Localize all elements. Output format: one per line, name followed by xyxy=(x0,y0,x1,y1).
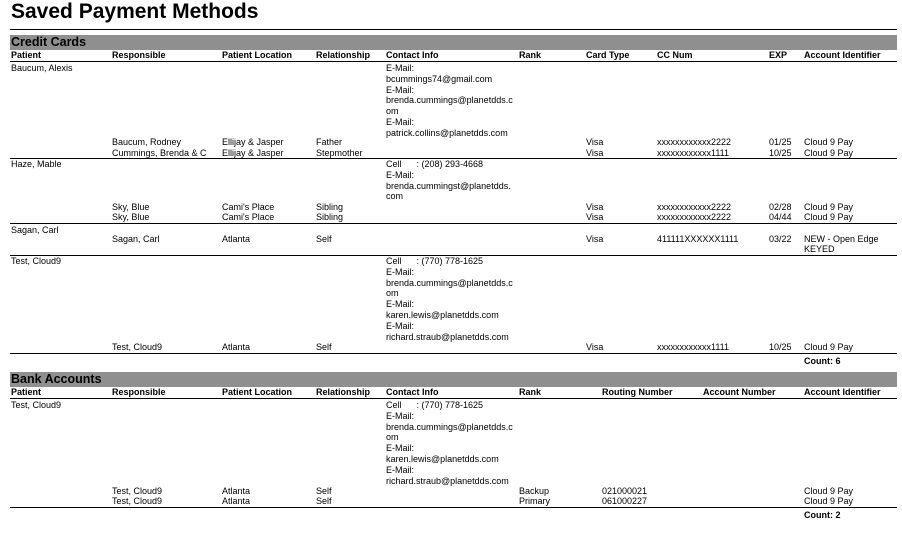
contact-line: karen.lewis@planetdds.com xyxy=(386,309,499,320)
contact-line: E-Mail: xyxy=(386,410,415,421)
contact-line: E-Mail: xyxy=(386,169,415,180)
cc-header-location: Patient Location xyxy=(222,50,293,60)
bank-accounts-section-label: Bank Accounts xyxy=(11,372,102,386)
contact-line: E-Mail: xyxy=(386,116,415,127)
cc-header-exp: EXP xyxy=(769,50,788,60)
cell-cc-num: xxxxxxxxxxxx1111 xyxy=(657,148,730,158)
cell-account-id: Cloud 9 Pay xyxy=(804,212,854,222)
bank-accounts-count: Count: 2 xyxy=(804,510,841,520)
cell-exp: 04/44 xyxy=(769,212,792,222)
cell-exp: 03/22 xyxy=(769,234,792,244)
contact-line: com xyxy=(386,191,404,202)
cell-card-type: Visa xyxy=(586,148,604,158)
cell-card-type: Visa xyxy=(586,342,604,352)
cell-relationship: Stepmother xyxy=(316,148,363,158)
contact-line: Cell : (208) 293-4668 xyxy=(386,159,484,169)
cc-group-contact-info xyxy=(386,63,513,139)
cell-location: Atlanta xyxy=(222,496,251,506)
cc-header-cc-num: CC Num xyxy=(657,50,693,60)
cell-account-id: Cloud 9 Pay xyxy=(804,137,854,147)
credit-cards-section-label: Credit Cards xyxy=(11,35,87,49)
cell-routing: 021000021 xyxy=(602,486,648,496)
cell-location: Ellijay & Jasper xyxy=(222,137,284,147)
cc-header-patient: Patient xyxy=(11,50,42,60)
cell-cc-num: 411111XXXXXX1111 xyxy=(657,234,739,244)
ba-header-patient: Patient xyxy=(11,387,42,397)
cell-cc-num: xxxxxxxxxxxx2222 xyxy=(657,137,732,147)
cell-responsible: Sky, Blue xyxy=(112,202,150,212)
cell-card-type: Visa xyxy=(586,202,604,212)
cc-group-patient: Test, Cloud9 xyxy=(11,256,62,266)
cell-relationship: Sibling xyxy=(316,212,344,222)
cell-rank: Primary xyxy=(519,496,550,506)
cc-group-patient: Haze, Mable xyxy=(11,159,62,169)
cell-cc-num: xxxxxxxxxxxx2222 xyxy=(657,212,732,222)
cell-cc-num: xxxxxxxxxxxx1111 xyxy=(657,342,730,352)
contact-line: brenda.cummings@planetdds.c xyxy=(386,95,513,106)
cell-responsible: Test, Cloud9 xyxy=(112,496,163,506)
contact-line: om xyxy=(386,288,399,299)
contact-line: om xyxy=(386,106,399,117)
cell-location: Cami's Place xyxy=(222,202,275,212)
cc-header-relationship: Relationship xyxy=(316,50,371,60)
contact-line: E-Mail: xyxy=(386,84,415,95)
cell-relationship: Self xyxy=(316,496,332,506)
cell-location: Cami's Place xyxy=(222,212,275,222)
cell-responsible: Sagan, Carl xyxy=(112,234,160,244)
ba-header-rank: Rank xyxy=(519,387,542,397)
credit-cards-band xyxy=(10,35,897,50)
cc-header-responsible: Responsible xyxy=(112,50,166,60)
cell-location: Atlanta xyxy=(222,342,251,352)
cell-exp: 02/28 xyxy=(769,202,792,212)
bank-accounts-band xyxy=(10,372,897,387)
cell-relationship: Father xyxy=(316,137,343,147)
contact-line: Cell : (770) 778-1625 xyxy=(386,400,484,410)
ba-header-account-id: Account Identifier xyxy=(804,387,881,397)
cell-account-id: Cloud 9 Pay xyxy=(804,496,854,506)
cell-exp: 10/25 xyxy=(769,148,792,158)
cc-header-rule xyxy=(10,61,897,62)
contact-line: brenda.cummingst@planetdds. xyxy=(386,180,511,191)
cell-rank: Backup xyxy=(519,486,550,496)
contact-line: E-Mail: xyxy=(386,320,415,331)
cell-account-id: NEW - Open Edge xyxy=(804,234,879,244)
contact-line: brenda.cummings@planetdds.c xyxy=(386,277,513,288)
cell-location: Atlanta xyxy=(222,486,251,496)
contact-line: richard.straub@planetdds.com xyxy=(386,331,509,342)
cc-group-contact-info xyxy=(386,159,511,202)
cell-relationship: Self xyxy=(316,486,332,496)
group-divider xyxy=(10,353,897,354)
ba-header-contact: Contact Info xyxy=(386,387,439,397)
cell-account-id: Cloud 9 Pay xyxy=(804,148,854,158)
ba-group-patient: Test, Cloud9 xyxy=(11,400,62,410)
credit-cards-count: Count: 6 xyxy=(804,356,841,366)
contact-line: Cell : (770) 778-1625 xyxy=(386,256,484,266)
cell-location: Atlanta xyxy=(222,234,251,244)
ba-header-responsible: Responsible xyxy=(112,387,166,397)
cell-routing: 061000227 xyxy=(602,496,648,506)
cc-group-patient: Baucum, Alexis xyxy=(11,63,73,73)
cell-responsible: Test, Cloud9 xyxy=(112,342,163,352)
ba-header-location: Patient Location xyxy=(222,387,293,397)
cc-header-card-type: Card Type xyxy=(586,50,630,60)
cell-account-id-line2: KEYED xyxy=(804,244,835,254)
cell-card-type: Visa xyxy=(586,234,604,244)
contact-line: patrick.collins@planetdds.com xyxy=(386,127,508,138)
ba-group-contact-info xyxy=(386,400,513,486)
contact-line: brenda.cummings@planetdds.c xyxy=(386,421,513,432)
contact-line: karen.lewis@planetdds.com xyxy=(386,453,499,464)
cell-responsible: Baucum, Rodney xyxy=(112,137,182,147)
ba-header-account-number: Account Number xyxy=(703,387,776,397)
cell-responsible: Sky, Blue xyxy=(112,212,150,222)
ba-header-rule xyxy=(10,398,897,399)
contact-line: om xyxy=(386,432,399,443)
contact-line: E-Mail: xyxy=(386,299,415,310)
cell-account-id: Cloud 9 Pay xyxy=(804,342,854,352)
group-divider xyxy=(10,223,897,224)
contact-line: richard.straub@planetdds.com xyxy=(386,475,509,486)
cell-card-type: Visa xyxy=(586,212,604,222)
page-title: Saved Payment Methods xyxy=(11,0,259,23)
group-divider xyxy=(10,507,897,508)
cell-account-id: Cloud 9 Pay xyxy=(804,486,854,496)
contact-line: E-Mail: xyxy=(386,63,415,73)
title-rule xyxy=(10,29,897,30)
contact-line: bcummings74@gmail.com xyxy=(386,73,493,84)
cc-group-contact-info xyxy=(386,256,513,342)
cc-header-contact: Contact Info xyxy=(386,50,439,60)
cell-card-type: Visa xyxy=(586,137,604,147)
cell-relationship: Self xyxy=(316,342,332,352)
cc-group-patient: Sagan, Carl xyxy=(11,225,59,235)
cell-relationship: Sibling xyxy=(316,202,344,212)
cell-exp: 01/25 xyxy=(769,137,792,147)
cell-account-id: Cloud 9 Pay xyxy=(804,202,854,212)
contact-line: E-Mail: xyxy=(386,443,415,454)
cc-header-rank: Rank xyxy=(519,50,542,60)
cell-responsible: Cummings, Brenda & C xyxy=(112,148,207,158)
contact-line: E-Mail: xyxy=(386,266,415,277)
cell-exp: 10/25 xyxy=(769,342,792,352)
cell-relationship: Self xyxy=(316,234,332,244)
cell-cc-num: xxxxxxxxxxxx2222 xyxy=(657,202,732,212)
contact-line: E-Mail: xyxy=(386,464,415,475)
cell-location: Ellijay & Jasper xyxy=(222,148,284,158)
cc-header-account-id: Account Identifier xyxy=(804,50,881,60)
ba-header-relationship: Relationship xyxy=(316,387,371,397)
ba-header-routing: Routing Number xyxy=(602,387,673,397)
cell-responsible: Test, Cloud9 xyxy=(112,486,163,496)
